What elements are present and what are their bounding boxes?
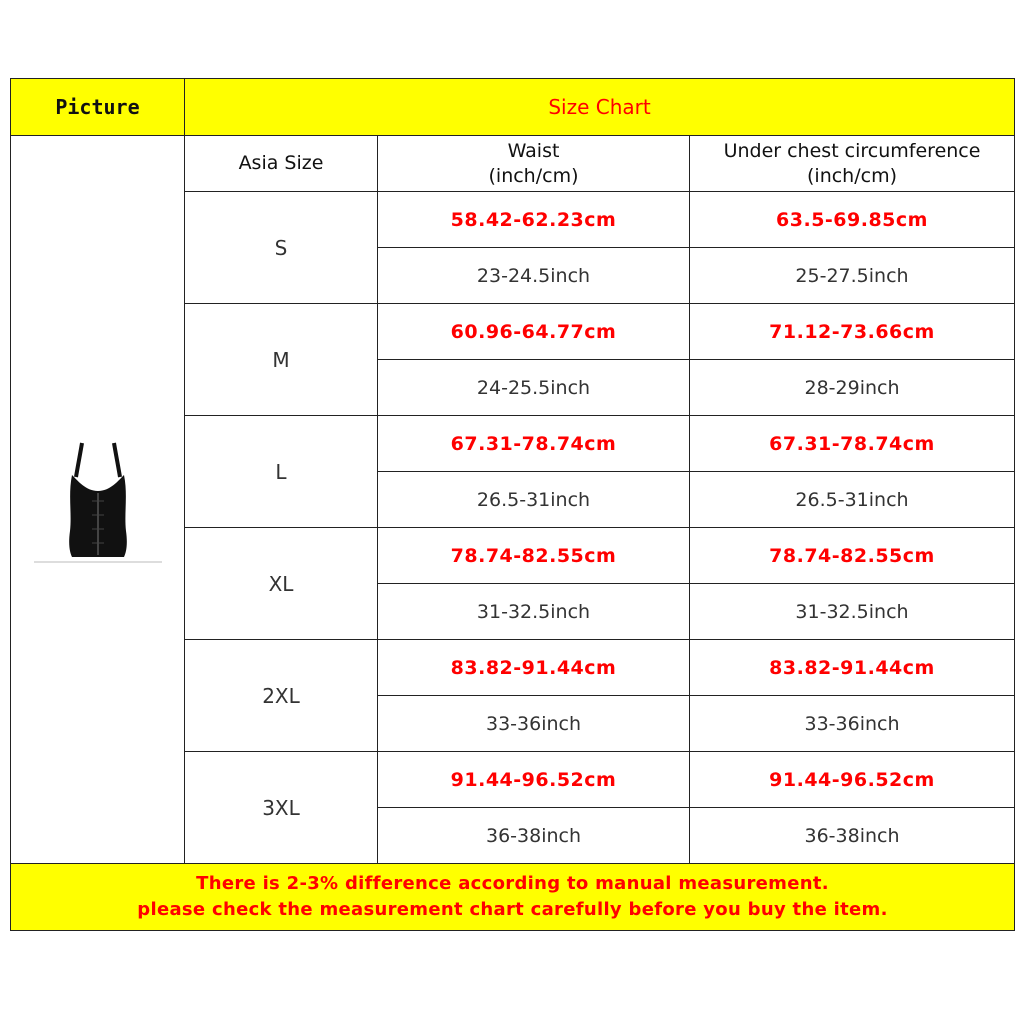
waist-header-line1: Waist <box>507 139 560 162</box>
chest-inch-value: 28-29inch <box>690 360 1015 416</box>
chest-cm-value: 71.12-73.66cm <box>690 304 1015 360</box>
chest-cm-value: 78.74-82.55cm <box>690 528 1015 584</box>
waist-inch-value: 24-25.5inch <box>378 360 690 416</box>
waist-header-line2: (inch/cm) <box>488 164 579 187</box>
waist-inch-value: 36-38inch <box>378 808 690 864</box>
under-chest-header-line1: Under chest circumference <box>723 139 981 162</box>
waist-header <box>378 136 690 192</box>
picture-header: Picture <box>11 79 185 136</box>
chest-cm-value: 83.82-91.44cm <box>690 640 1015 696</box>
size-chart-title: Size Chart <box>185 79 1015 136</box>
size-label: S <box>185 192 378 304</box>
size-label: 3XL <box>185 752 378 864</box>
size-label: 2XL <box>185 640 378 752</box>
size-label: XL <box>185 528 378 640</box>
waist-cm-value: 58.42-62.23cm <box>378 192 690 248</box>
waist-inch-value: 31-32.5inch <box>378 584 690 640</box>
chest-cm-value: 91.44-96.52cm <box>690 752 1015 808</box>
measurement-note-line2: please check the measurement chart carefully before you buy the item. <box>137 899 888 920</box>
chest-inch-value: 36-38inch <box>690 808 1015 864</box>
under-chest-header <box>690 136 1015 192</box>
measurement-note <box>11 864 1015 931</box>
chest-inch-value: 25-27.5inch <box>690 248 1015 304</box>
waist-cm-value: 91.44-96.52cm <box>378 752 690 808</box>
measurement-note-line1: There is 2-3% difference according to manual measurement. <box>196 873 829 894</box>
chest-inch-value: 33-36inch <box>690 696 1015 752</box>
waist-inch-value: 26.5-31inch <box>378 472 690 528</box>
waist-cm-value: 78.74-82.55cm <box>378 528 690 584</box>
waist-cm-value: 83.82-91.44cm <box>378 640 690 696</box>
under-chest-header-line2: (inch/cm) <box>807 164 897 187</box>
chest-inch-value: 26.5-31inch <box>690 472 1015 528</box>
size-label: L <box>185 416 378 528</box>
product-picture-cell <box>11 136 185 864</box>
chest-cm-value: 63.5-69.85cm <box>690 192 1015 248</box>
waist-inch-value: 33-36inch <box>378 696 690 752</box>
chest-inch-value: 31-32.5inch <box>690 584 1015 640</box>
waist-trainer-vest-image <box>28 435 168 565</box>
asia-size-header: Asia Size <box>185 136 378 192</box>
waist-cm-value: 60.96-64.77cm <box>378 304 690 360</box>
waist-inch-value: 23-24.5inch <box>378 248 690 304</box>
waist-cm-value: 67.31-78.74cm <box>378 416 690 472</box>
size-label: M <box>185 304 378 416</box>
chest-cm-value: 67.31-78.74cm <box>690 416 1015 472</box>
size-chart-table <box>10 78 1015 931</box>
